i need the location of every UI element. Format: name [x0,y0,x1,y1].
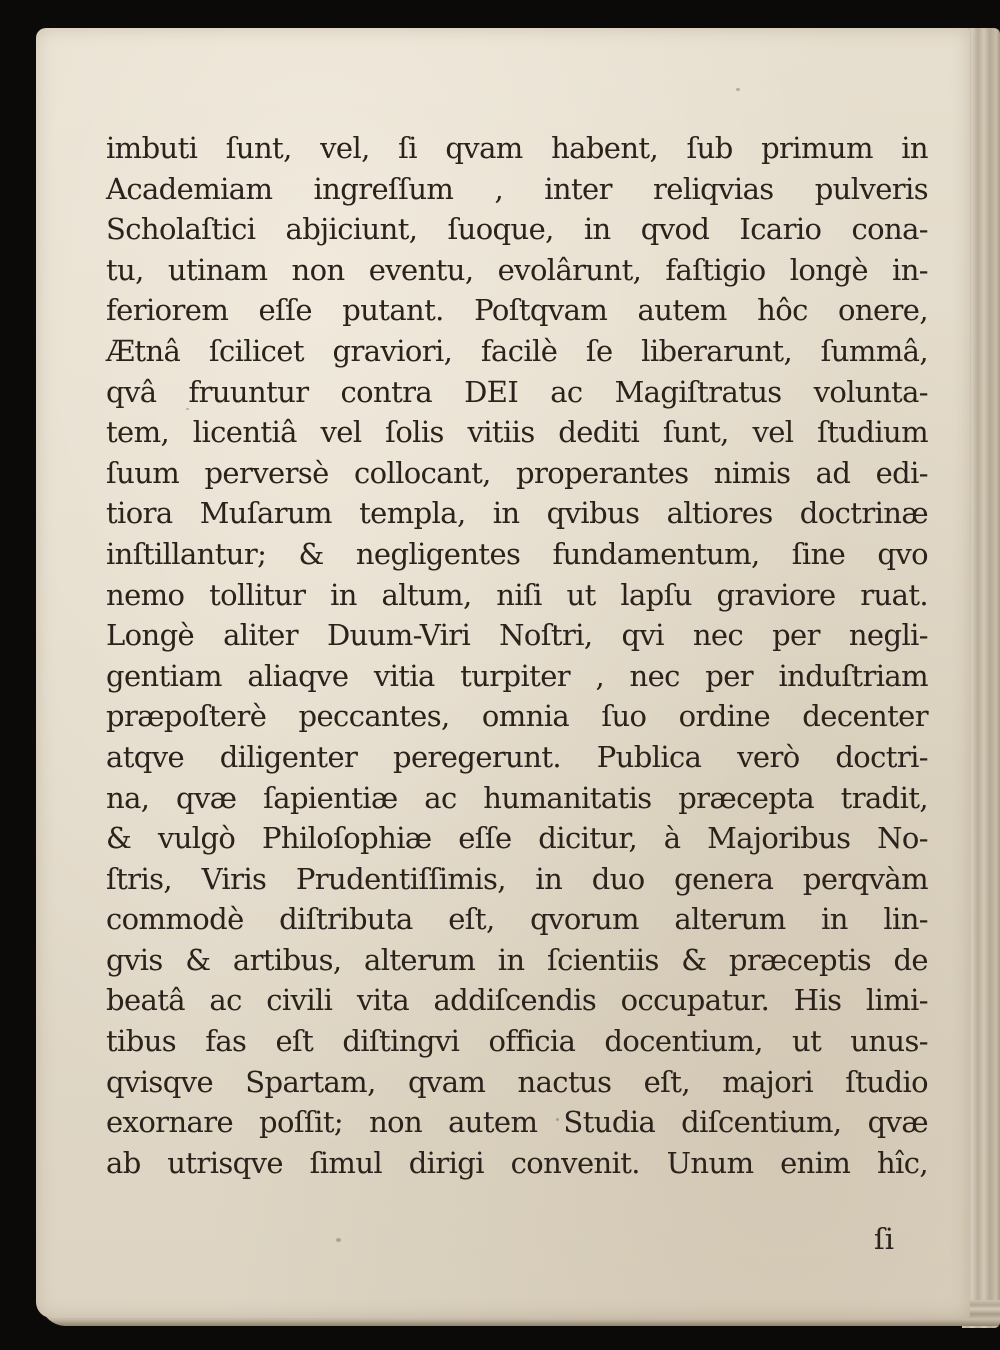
text-line: ab utrisqve ſimul dirigi convenit. Unum enim hîc, [106,1145,928,1180]
text-line: atqve diligenter peregerunt. Publica verò doctri- [106,739,928,774]
text-line: tu, utinam non eventu, evolârunt, faſtigio longè in- [106,252,928,287]
text-line: qvisqve Spartam, qvam nactus eſt, majori ſtudio [106,1064,928,1099]
text-line: beatâ ac civili vita addiſcendis occupatur. His limi- [106,983,928,1018]
text-line: ſuum perversè collocant, properantes nimis ad edi- [106,455,928,490]
body-text [106,128,928,1183]
text-line: tem, licentiâ vel ſolis vitiis dediti ſunt, vel ſtudium [106,415,928,450]
text-line: Academiam ingreſſum , inter reliqvias pulveris [106,171,928,206]
catchword: ſi [874,1222,895,1256]
text-line: qvâ fruuntur contra DEI ac Magiſtratus volunta- [106,374,928,409]
text-line: Ætnâ ſcilicet graviori, facilè ſe liberarunt, ſummâ, [106,333,928,368]
book-page [36,28,970,1318]
text-line: feriorem eſſe putant. Poſtqvam autem hôc onere, [106,293,928,328]
text-line: nemo tollitur in altum, niſi ut lapſu graviore ruat. [106,577,928,612]
text-line: tibus fas eſt diſtingvi officia docentium, ut unus- [106,1024,928,1059]
text-line: na, qvæ ſapientiæ ac humanitatis præcepta tradit, [106,780,928,815]
text-line: imbuti ſunt, vel, ſi qvam habent, ſub primum in [106,131,928,165]
text-line: præpoſterè peccantes, omnia ſuo ordine decenter [106,699,928,734]
text-line: Scholaſtici abjiciunt, ſuoque, in qvod Icario cona- [106,212,928,247]
text-line: commodè diſtributa eſt, qvorum alterum in lin- [106,902,928,937]
text-line: gvis & artibus, alterum in ſcientiis & præceptis de [106,942,928,977]
text-line: gentiam aliaqve vitia turpiter , nec per induſtriam [106,658,928,693]
text-line: tiora Muſarum templa, in qvibus altiores doctrinæ [106,496,928,531]
text-line: & vulgò Philoſophiæ eſſe dicitur, à Majoribus No- [106,821,928,856]
text-line: exornare poſſit; non autem Studia diſcentium, qvæ [106,1105,928,1140]
text-line: Longè aliter Duum-Viri Noſtri, qvi nec per negli- [106,618,928,653]
text-line: ſtris, Viris Prudentiſſimis, in duo genera perqvàm [106,861,928,896]
text-line: inſtillantur; & negligentes fundamentum, ſine qvo [106,536,928,571]
